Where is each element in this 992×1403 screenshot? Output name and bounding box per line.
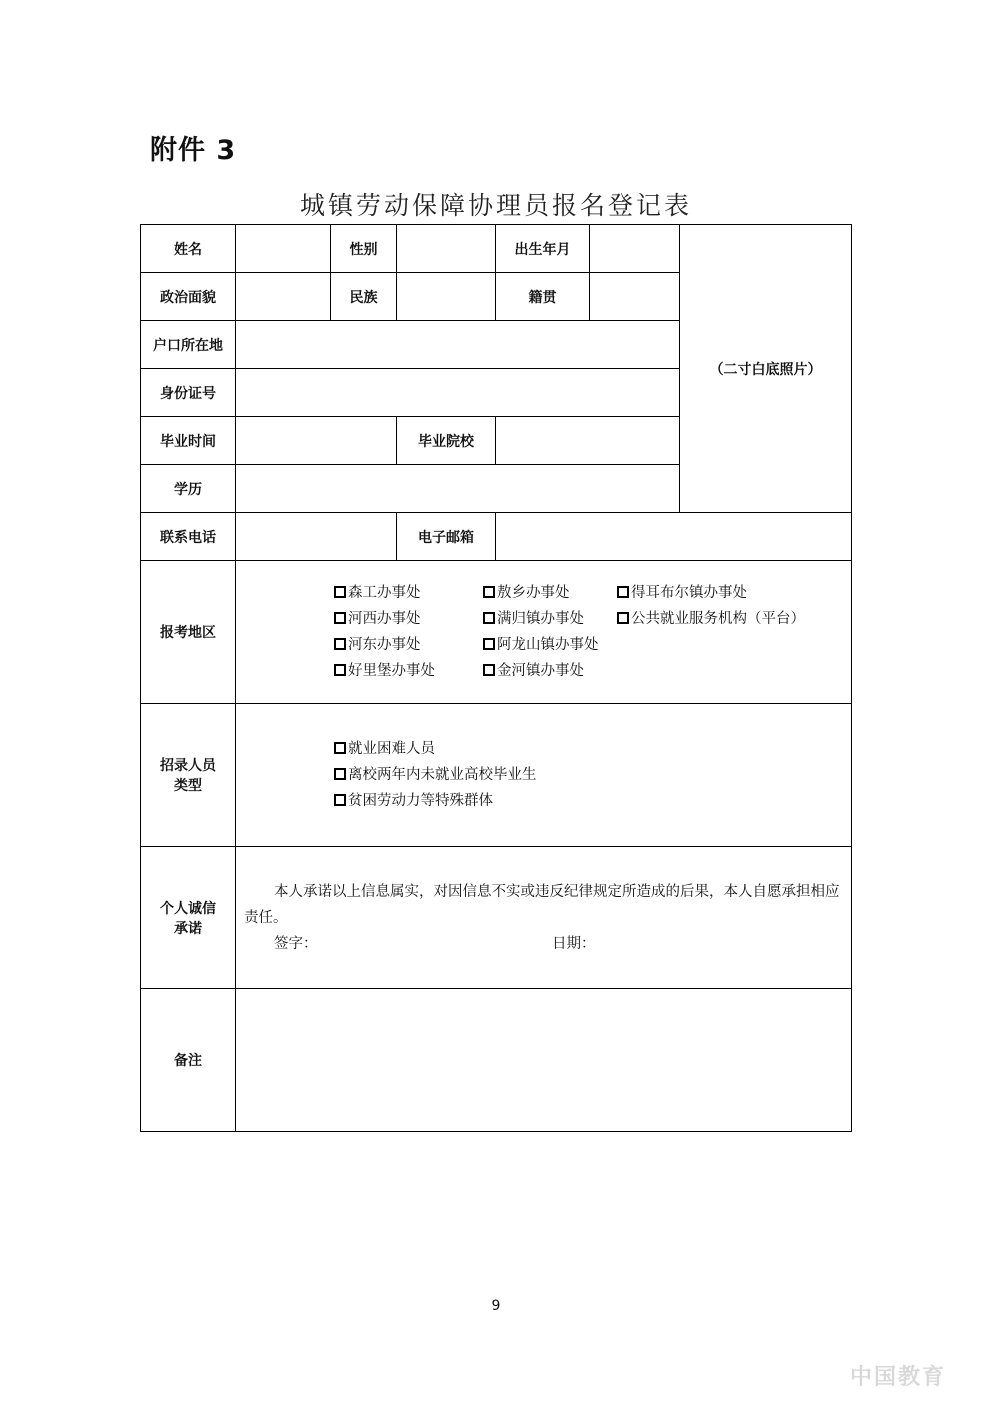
education-label: 学历: [141, 465, 236, 513]
name-label: 姓名: [141, 225, 236, 273]
grad-time-label: 毕业时间: [141, 417, 236, 465]
region-option[interactable]: 阿龙山镇办事处: [483, 632, 617, 658]
checkbox-icon[interactable]: [617, 612, 629, 624]
ethnicity-label: 民族: [331, 273, 397, 321]
checkbox-icon[interactable]: [334, 794, 346, 806]
native-place-field[interactable]: [590, 273, 680, 321]
birth-label: 出生年月: [496, 225, 590, 273]
region-option[interactable]: 金河镇办事处: [483, 658, 617, 684]
phone-label: 联系电话: [141, 513, 236, 561]
hukou-label: 户口所在地: [141, 321, 236, 369]
page-number: 9: [491, 1298, 501, 1314]
form-title: 城镇劳动保障协理员报名登记表: [299, 191, 692, 220]
checkbox-icon[interactable]: [483, 586, 495, 598]
checkbox-icon[interactable]: [483, 664, 495, 676]
signature-label: 签字：: [274, 935, 318, 952]
applicant-type-label: 招录人员 类型: [141, 704, 236, 847]
type-option[interactable]: 贫困劳动力等特殊群体: [334, 788, 493, 814]
phone-field[interactable]: [236, 513, 397, 561]
registration-form-table: [140, 224, 852, 1132]
region-option[interactable]: 河东办事处: [334, 632, 483, 658]
checkbox-icon[interactable]: [334, 586, 346, 598]
politics-field[interactable]: [236, 273, 331, 321]
type-option[interactable]: 离校两年内未就业高校毕业生: [334, 762, 537, 788]
pledge-cell: [236, 847, 852, 989]
region-option[interactable]: 河西办事处: [334, 606, 483, 632]
remarks-field[interactable]: [236, 989, 852, 1132]
region-label: 报考地区: [141, 561, 236, 704]
politics-label: 政治面貌: [141, 273, 236, 321]
hukou-field[interactable]: [236, 321, 680, 369]
checkbox-icon[interactable]: [334, 612, 346, 624]
id-number-label: 身份证号: [141, 369, 236, 417]
region-option[interactable]: 满归镇办事处: [483, 606, 617, 632]
remarks-label: 备注: [141, 989, 236, 1132]
photo-placeholder: （二寸白底照片）: [680, 225, 852, 513]
id-number-field[interactable]: [236, 369, 680, 417]
region-option[interactable]: 敖乡办事处: [483, 580, 617, 606]
email-field[interactable]: [496, 513, 852, 561]
birth-field[interactable]: [590, 225, 680, 273]
pledge-label: 个人诚信 承诺: [141, 847, 236, 989]
name-field[interactable]: [236, 225, 331, 273]
gender-field[interactable]: [397, 225, 496, 273]
grad-school-label: 毕业院校: [397, 417, 496, 465]
region-option[interactable]: 好里堡办事处: [334, 658, 483, 684]
native-place-label: 籍贯: [496, 273, 590, 321]
region-option[interactable]: 森工办事处: [334, 580, 483, 606]
education-field[interactable]: [236, 465, 680, 513]
email-label: 电子邮箱: [397, 513, 496, 561]
region-options: [236, 561, 852, 704]
attachment-label: 附件 3: [150, 135, 237, 166]
checkbox-icon[interactable]: [334, 664, 346, 676]
date-label: 日期：: [552, 935, 596, 952]
region-option[interactable]: 得耳布尔镇办事处: [617, 580, 747, 606]
checkbox-icon[interactable]: [617, 586, 629, 598]
gender-label: 性别: [331, 225, 397, 273]
region-option[interactable]: 公共就业服务机构（平台）: [617, 606, 805, 632]
ethnicity-field[interactable]: [397, 273, 496, 321]
grad-time-field[interactable]: [236, 417, 397, 465]
checkbox-icon[interactable]: [334, 742, 346, 754]
checkbox-icon[interactable]: [483, 638, 495, 650]
pledge-text: 本人承诺以上信息属实，对因信息不实或违反纪律规定所造成的后果，本人自愿承担相应责任。: [244, 883, 840, 926]
type-option[interactable]: 就业困难人员: [334, 736, 435, 762]
checkbox-icon[interactable]: [334, 638, 346, 650]
applicant-type-options: [236, 704, 852, 847]
watermark: 中国教育: [850, 1365, 947, 1390]
grad-school-field[interactable]: [496, 417, 680, 465]
checkbox-icon[interactable]: [483, 612, 495, 624]
checkbox-icon[interactable]: [334, 768, 346, 780]
